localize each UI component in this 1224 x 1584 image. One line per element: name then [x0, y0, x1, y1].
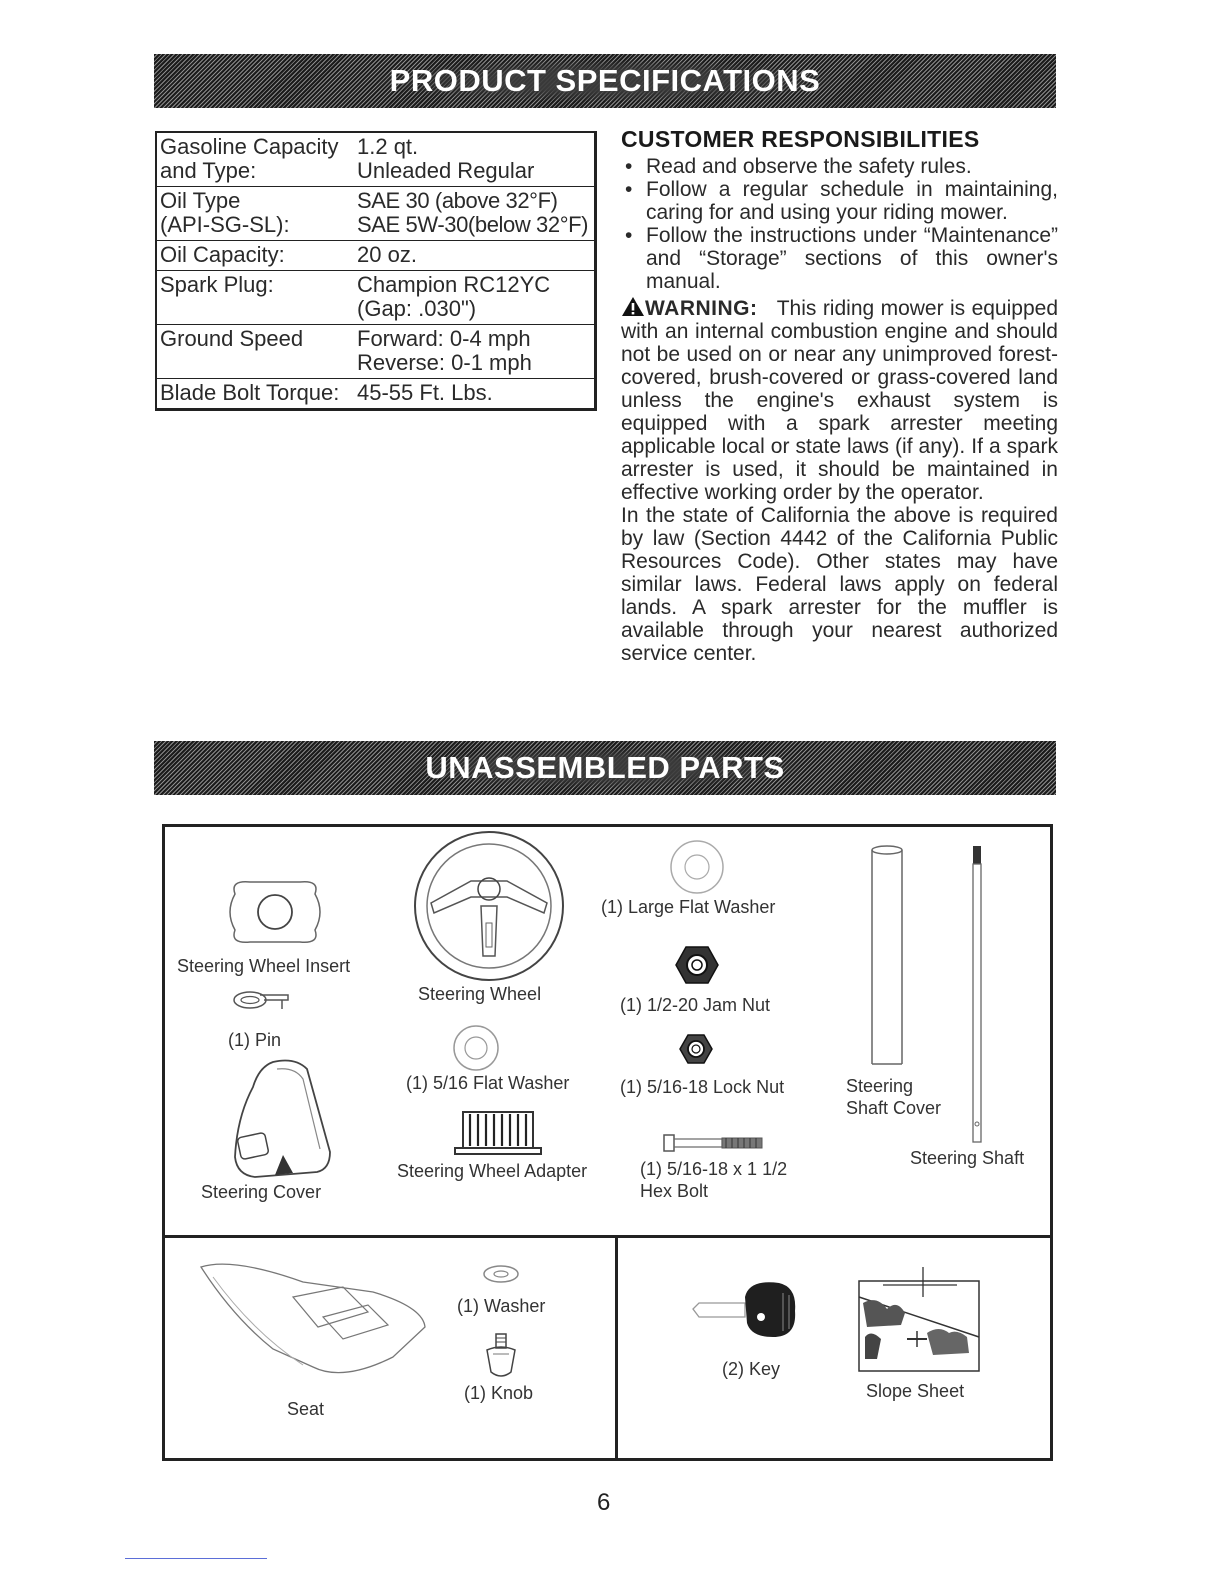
divider — [125, 1558, 267, 1559]
spec-label: Oil Type (API-SG-SL): — [160, 188, 290, 237]
steering-cover-label: Steering Cover — [201, 1182, 322, 1202]
jam-nut-label: (1) 1/2-20 Jam Nut — [620, 995, 771, 1015]
specifications-table — [155, 131, 597, 411]
steering-shaft-cover-illustration — [869, 842, 905, 1072]
hex-bolt-label: (1) 5/16-18 x 1 1/2 Hex Bolt — [640, 1159, 788, 1201]
spec-row-oil-capacity — [157, 241, 594, 271]
list-item: • Follow a regular schedule in maintaining, caring for and using your riding mower. — [621, 178, 1058, 224]
responsibilities-list — [621, 155, 1058, 293]
knob-label: (1) Knob — [464, 1383, 534, 1403]
large-flat-washer-label: (1) Large Flat Washer — [601, 897, 776, 917]
unassembled-parts-banner — [154, 741, 1056, 795]
steering-shaft-label: Steering Shaft — [910, 1148, 1025, 1168]
spec-value: SAE 30 (above 32°F) SAE 5W-30(below 32°F) — [357, 188, 589, 237]
spec-value: Champion RC12YC (Gap: .030") — [357, 272, 551, 321]
lock-nut-illustration — [679, 1033, 713, 1065]
washer-label: (1) Washer — [457, 1296, 546, 1316]
product-specifications-banner — [154, 54, 1056, 108]
customer-responsibilities — [621, 126, 1058, 665]
customer-responsibilities-heading: CUSTOMER RESPONSIBILITIES — [621, 126, 980, 152]
spec-row-blade-bolt — [157, 379, 594, 408]
spec-value: 20 oz. — [357, 242, 417, 267]
spec-row-spark-plug — [157, 271, 594, 325]
key-illustration — [689, 1275, 809, 1345]
seat-illustration — [193, 1257, 433, 1387]
lock-nut-label: (1) 5/16-18 Lock Nut — [620, 1077, 785, 1097]
spec-row-gasoline — [157, 133, 594, 187]
flat-washer-516-label: (1) 5/16 Flat Washer — [406, 1073, 570, 1093]
knob-illustration — [483, 1332, 519, 1382]
unassembled-parts-title: UNASSEMBLED PARTS — [411, 748, 798, 788]
spec-label: Ground Speed — [160, 326, 304, 351]
spec-label: Blade Bolt Torque: — [160, 380, 340, 405]
spec-label: Gasoline Capacity and Type: — [160, 134, 339, 183]
page-number: 6 — [597, 1489, 611, 1516]
warning-label: WARNING: — [645, 297, 758, 320]
steering-shaft-cover-label: Steering Shaft Cover — [846, 1076, 942, 1118]
steering-wheel-insert-label: Steering Wheel Insert — [177, 956, 351, 976]
spec-value: Forward: 0-4 mph Reverse: 0-1 mph — [357, 326, 532, 375]
slope-sheet-illustration — [857, 1267, 981, 1377]
key-label: (2) Key — [722, 1359, 781, 1379]
unassembled-parts-box — [162, 824, 1053, 1461]
steering-wheel-adapter-label: Steering Wheel Adapter — [397, 1161, 588, 1181]
spec-row-ground-speed — [157, 325, 594, 379]
seat-label: Seat — [287, 1399, 325, 1419]
hex-bolt-illustration — [662, 1133, 766, 1153]
divider — [615, 1235, 618, 1458]
steering-wheel-insert-illustration — [220, 872, 330, 952]
spec-label: Oil Capacity: — [160, 242, 285, 267]
warning-triangle-icon — [621, 296, 645, 317]
steering-shaft-illustration — [969, 842, 985, 1147]
product-specifications-title: PRODUCT SPECIFICATIONS — [376, 61, 835, 101]
spec-row-oil-type — [157, 187, 594, 241]
spec-value: 1.2 qt. Unleaded Regular — [357, 134, 535, 183]
slope-sheet-label: Slope Sheet — [866, 1381, 965, 1401]
warning-text: This riding mower is equipped with an internal combustion engine and should not be used on or near any unimproved forest-covered, brush-covered or grass-covered land unless the engine's exhaust system is equipped with a spark arrester meeting applicable local or state laws (if any). If a spark arrester is used, it should be maintained in effective working order by the operator. — [621, 297, 1058, 504]
divider — [165, 1235, 1050, 1238]
warning-paragraph — [621, 296, 1058, 504]
washer-illustration — [481, 1263, 521, 1285]
list-item: • Follow the instructions under “Maintenance” and “Storage” sections of this owner's manual. — [621, 224, 1058, 293]
pin-label: (1) Pin — [228, 1030, 282, 1050]
steering-wheel-adapter-illustration — [453, 1104, 543, 1159]
california-paragraph: In the state of California the above is required by law (Section 4442 of the California Public Resources Code). Other states may have similar laws. Federal laws apply on federal lands. A spark arrester for the muffler is available through your nearest authorized service center. — [621, 504, 1058, 665]
large-flat-washer-illustration — [667, 837, 727, 897]
spec-label: Spark Plug: — [160, 272, 274, 297]
steering-cover-illustration — [225, 1057, 335, 1182]
list-item: • Read and observe the safety rules. — [621, 155, 1058, 178]
jam-nut-illustration — [675, 945, 719, 985]
steering-wheel-label: Steering Wheel — [418, 984, 542, 1004]
flat-washer-illustration — [451, 1023, 501, 1073]
pin-illustration — [230, 985, 300, 1020]
steering-wheel-illustration — [409, 831, 569, 981]
spec-value: 45-55 Ft. Lbs. — [357, 380, 493, 405]
